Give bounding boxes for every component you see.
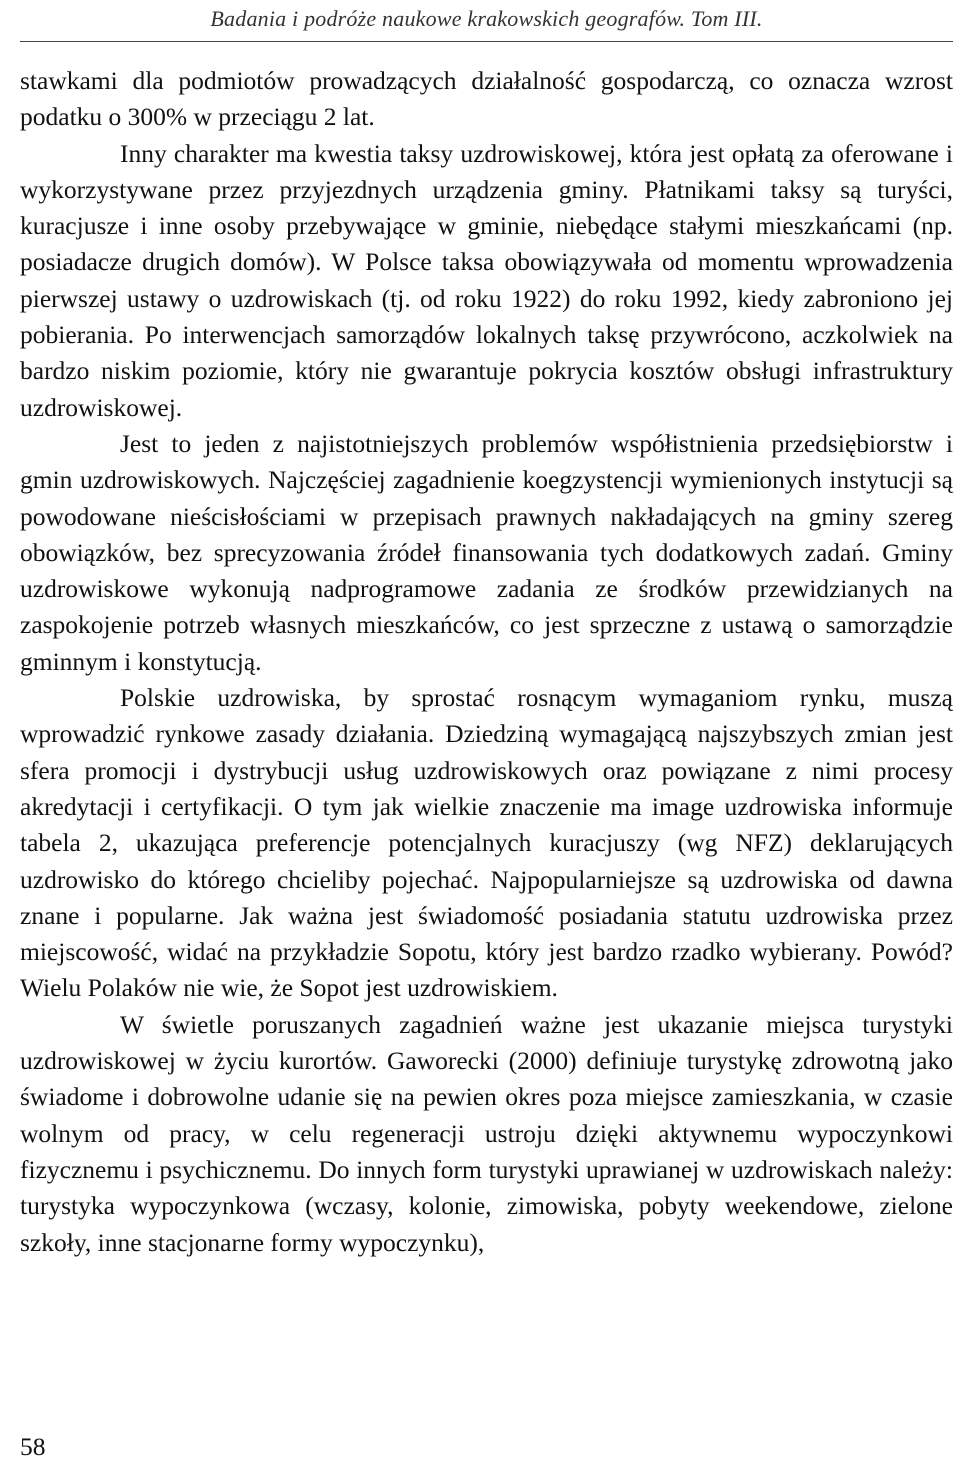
running-header: Badania i podróże naukowe krakowskich geografów. Tom III. [210,6,763,31]
paragraph-turystyka: W świetle poruszanych zagadnień ważne jest ukazanie miejsca turystyki uzdrowiskowej w życiu kurortów. Gaworecki (2000) definiuje turystykę zdrowotną jako świadome i dobrowolne udanie się na pewien okres poza miejsce zamieszkania, w czasie wolnym od pracy, w celu regeneracji ustroju dzięki aktywnemu wypoczynkowi fizycznemu i psychicznemu. Do innych form turystyki uprawianej w uzdrowiskach należy: turystyka wypoczynkowa (wczasy, kolonie, zimowiska, pobyty weekendowe, zielone szkoły, inne stacjonarne formy wypoczynku), [20,1009,953,1257]
page-number: 58 [20,1432,46,1461]
header-rule [20,41,953,42]
paragraph-taksa: Inny charakter ma kwestia taksy uzdrowiskowej, która jest opłatą za oferowane i wykorzystywane przez przyjezdnych urządzenia gminy. Płatnikami taksy są turyści, kuracjusze i inne osoby przebywające w gminie, niebędące stałymi mieszkańcami (np. posiadacze drugich domów). W Polsce taksa obowiązywała od momentu wprowadzenia pierwszej ustawy o uzdrowiskach (tj. od roku 1922) do roku 1992, kiedy zabroniono jej pobierania. Po interwencjach samorządów lokalnych taksę przywrócono, aczkolwiek na bardzo niskim poziomie, który nie gwarantuje pokrycia kosztów obsługi infrastruktury uzdrowiskowej. [20,138,953,422]
paragraph-wspolistnienie: Jest to jeden z najistotniejszych problemów współistnienia przedsiębiorstw i gmin uzdrowiskowych. Najczęściej zagadnienie koegzystencji wymienionych instytucji są powodowane nieścisłościami w przepisach prawnych nakładających na gminy szereg obowiązków, bez sprecyzowania źródeł finansowania tych dodatkowych zadań. Gminy uzdrowiskowe wykonują nadprogramowe zadania ze środków przewidzianych na zaspokojenie potrzeb własnych mieszkańców, co jest sprzeczne z ustawą o samorządzie gminnym i konstytucją. [20,428,953,676]
paragraph-rynek: Polskie uzdrowiska, by sprostać rosnącym wymaganiom rynku, muszą wprowadzić rynkowe zasady działania. Dziedziną wymagającą najszybszych zmian jest sfera promocji i dystrybucji usług uzdrowiskowych oraz powiązane z nimi procesy akredytacji i certyfikacji. O tym jak wielkie znaczenie ma image uzdrowiska informuje tabela 2, ukazująca preferencje potencjalnych kuracjuszy (wg NFZ) deklarujących uzdrowisko do którego chcieliby pojechać. Najpopularniejsze są uzdrowiska od dawna znane i popularne. Jak ważna jest świadomość posiadania statutu uzdrowiska przez miejscowość, widać na przykładzie Sopotu, który jest bardzo rzadko wybierany. Powód? Wielu Polaków nie wie, że Sopot jest uzdrowiskiem. [20,683,953,1003]
body-text [20,63,953,1261]
paragraph-continuation: stawkami dla podmiotów prowadzących działalność gospodarczą, co oznacza wzrost podatku o 300% w przeciągu 2 lat. [20,66,953,132]
document-page [20,0,953,1462]
